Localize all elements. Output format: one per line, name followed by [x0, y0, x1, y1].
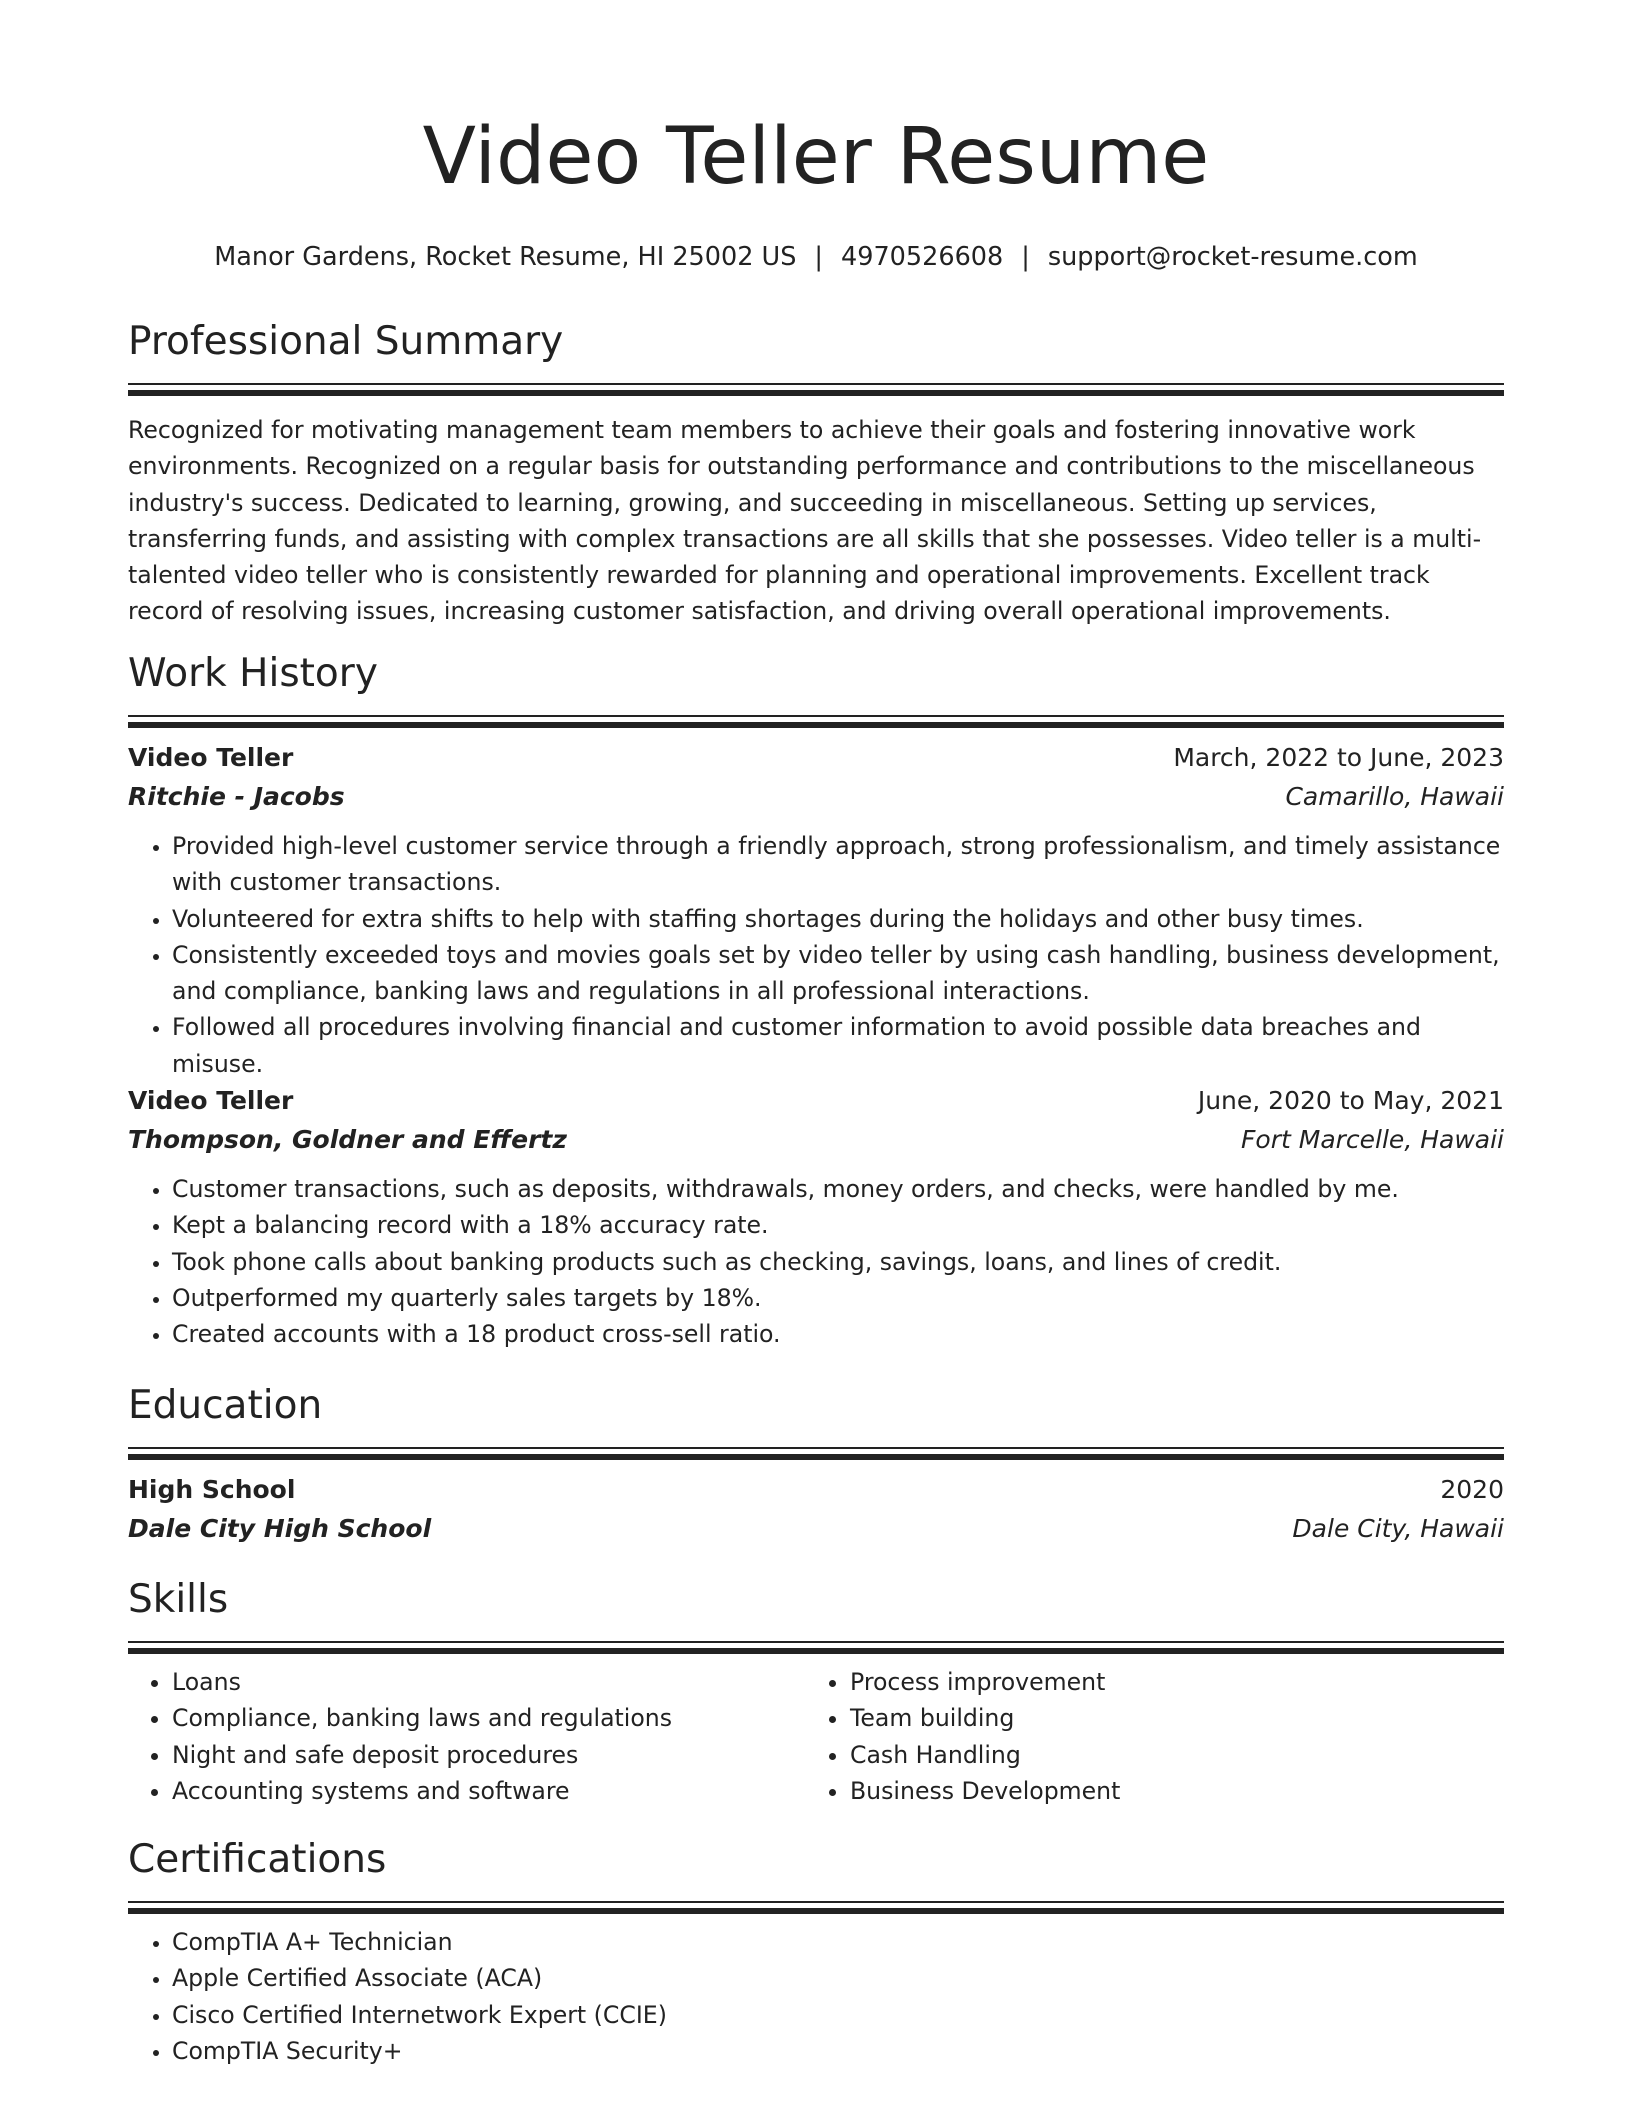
work-history-header	[128, 646, 1504, 702]
list-item: • Customer transactions, such as deposits, withdrawals, money orders, and checks, were handled by me.	[172, 1171, 1504, 1207]
education-entry	[128, 1470, 1504, 1548]
job-entry	[128, 738, 1504, 1078]
skills-list-right	[806, 1664, 1490, 1809]
job-company: Thompson, Goldner and Effertz	[128, 1125, 567, 1154]
contact-separator: |	[814, 242, 823, 272]
section-divider-thick	[128, 390, 1504, 396]
list-item: • Cisco Certified Internetwork Expert (CCIE)	[172, 1997, 1504, 2033]
section-divider-thin	[128, 383, 1504, 385]
list-item: • Created accounts with a 18 product cross-sell ratio.	[172, 1316, 1504, 1352]
list-item: • Outperformed my quarterly sales targets by 18%.	[172, 1280, 1504, 1316]
job-company-row	[128, 1120, 1504, 1159]
section-divider-thin	[128, 1901, 1504, 1903]
skills-columns	[128, 1664, 1504, 1814]
list-item: • CompTIA Security+	[172, 2033, 1504, 2069]
job-location: Fort Marcelle, Hawaii	[1241, 1125, 1504, 1154]
job-bullet-list	[128, 1171, 1504, 1352]
list-item: • Consistently exceeded toys and movies goals set by video teller by using cash handling, business development, and compliance, banking laws and regulations in all professional interactions.	[172, 937, 1504, 1010]
section-divider-thin	[128, 1641, 1504, 1643]
list-item: • Apple Certified Associate (ACA)	[172, 1960, 1504, 1996]
summary-text: Recognized for motivating management team members to achieve their goals and fostering innovative work environments. Recognized on a regular basis for outstanding performance and contributions to the miscellaneous industry's success. Dedicated to learning, growing, and succeeding in miscellaneous. Setting up services, transferring funds, and assisting with complex transactions are all skills that she possesses. Video teller is a multi-talented video teller who is consistently rewarded for planning and operational improvements. Excellent track record of resolving issues, increasing customer satisfaction, and driving overall operational improvements.	[128, 416, 1482, 626]
education-section	[128, 1378, 1504, 1558]
job-title: Video Teller	[128, 743, 294, 772]
job-title: Video Teller	[128, 1086, 294, 1115]
education-degree-row	[128, 1470, 1504, 1509]
section-divider-thick	[128, 722, 1504, 728]
job-company: Ritchie - Jacobs	[128, 782, 345, 811]
list-item: • Took phone calls about banking products such as checking, savings, loans, and lines of credit.	[172, 1244, 1504, 1280]
list-item: • Loans	[172, 1664, 792, 1700]
job-location: Camarillo, Hawaii	[1285, 782, 1504, 811]
list-item: • Cash Handling	[850, 1737, 1490, 1773]
list-item: • Followed all procedures involving financial and customer information to avoid possible data breaches and misuse.	[172, 1009, 1504, 1082]
job-company-row	[128, 777, 1504, 816]
section-heading: Education	[128, 1383, 323, 1428]
section-divider-thin	[128, 715, 1504, 717]
job-dates: June, 2020 to May, 2021	[1197, 1086, 1504, 1115]
list-item: • Kept a balancing record with a 18% accuracy rate.	[172, 1207, 1504, 1243]
section-heading: Skills	[128, 1577, 229, 1622]
education-year: 2020	[1440, 1475, 1504, 1504]
list-item: • Business Development	[850, 1773, 1490, 1809]
education-location: Dale City, Hawaii	[1292, 1514, 1504, 1543]
certifications-section	[128, 1832, 1504, 2082]
contact-phone: 4970526608	[841, 242, 1004, 272]
list-item: • Accounting systems and software	[172, 1773, 792, 1809]
list-item: • Provided high-level customer service through a friendly approach, strong professionalism, and timely assistance with customer transactions.	[172, 828, 1504, 901]
list-item: • Night and safe deposit procedures	[172, 1737, 792, 1773]
skills-header	[128, 1572, 1504, 1628]
section-divider-thick	[128, 1454, 1504, 1460]
section-divider-thick	[128, 1908, 1504, 1914]
contact-line	[128, 238, 1504, 276]
contact-email: support@rocket-resume.com	[1047, 242, 1418, 272]
certifications-header	[128, 1832, 1504, 1888]
job-entry	[128, 1081, 1504, 1349]
contact-address: Manor Gardens, Rocket Resume, HI 25002 US	[214, 242, 797, 272]
section-heading: Professional Summary	[128, 319, 564, 364]
list-item: • Volunteered for extra shifts to help with staffing shortages during the holidays and other busy times.	[172, 901, 1504, 937]
summary-section	[128, 314, 1504, 626]
education-header	[128, 1378, 1504, 1434]
section-heading: Work History	[128, 651, 378, 696]
contact-separator: |	[1021, 242, 1030, 272]
education-school: Dale City High School	[128, 1514, 432, 1543]
education-school-row	[128, 1509, 1504, 1548]
summary-header	[128, 314, 1504, 370]
work-history-section	[128, 646, 1504, 1366]
list-item: • Process improvement	[850, 1664, 1490, 1700]
resume-title: Video Teller Resume	[422, 112, 1210, 202]
certifications-list	[128, 1924, 1504, 2069]
education-degree: High School	[128, 1475, 296, 1504]
section-divider-thick	[128, 1648, 1504, 1654]
list-item: • Team building	[850, 1700, 1490, 1736]
skills-list-left	[128, 1664, 792, 1809]
list-item: • CompTIA A+ Technician	[172, 1924, 1504, 1960]
section-divider-thin	[128, 1447, 1504, 1449]
job-dates: March, 2022 to June, 2023	[1173, 743, 1504, 772]
job-title-row	[128, 1081, 1504, 1120]
skills-section	[128, 1572, 1504, 1812]
job-bullet-list	[128, 828, 1504, 1082]
list-item: • Compliance, banking laws and regulations	[172, 1700, 792, 1736]
section-heading: Certifications	[128, 1837, 387, 1882]
job-title-row	[128, 738, 1504, 777]
